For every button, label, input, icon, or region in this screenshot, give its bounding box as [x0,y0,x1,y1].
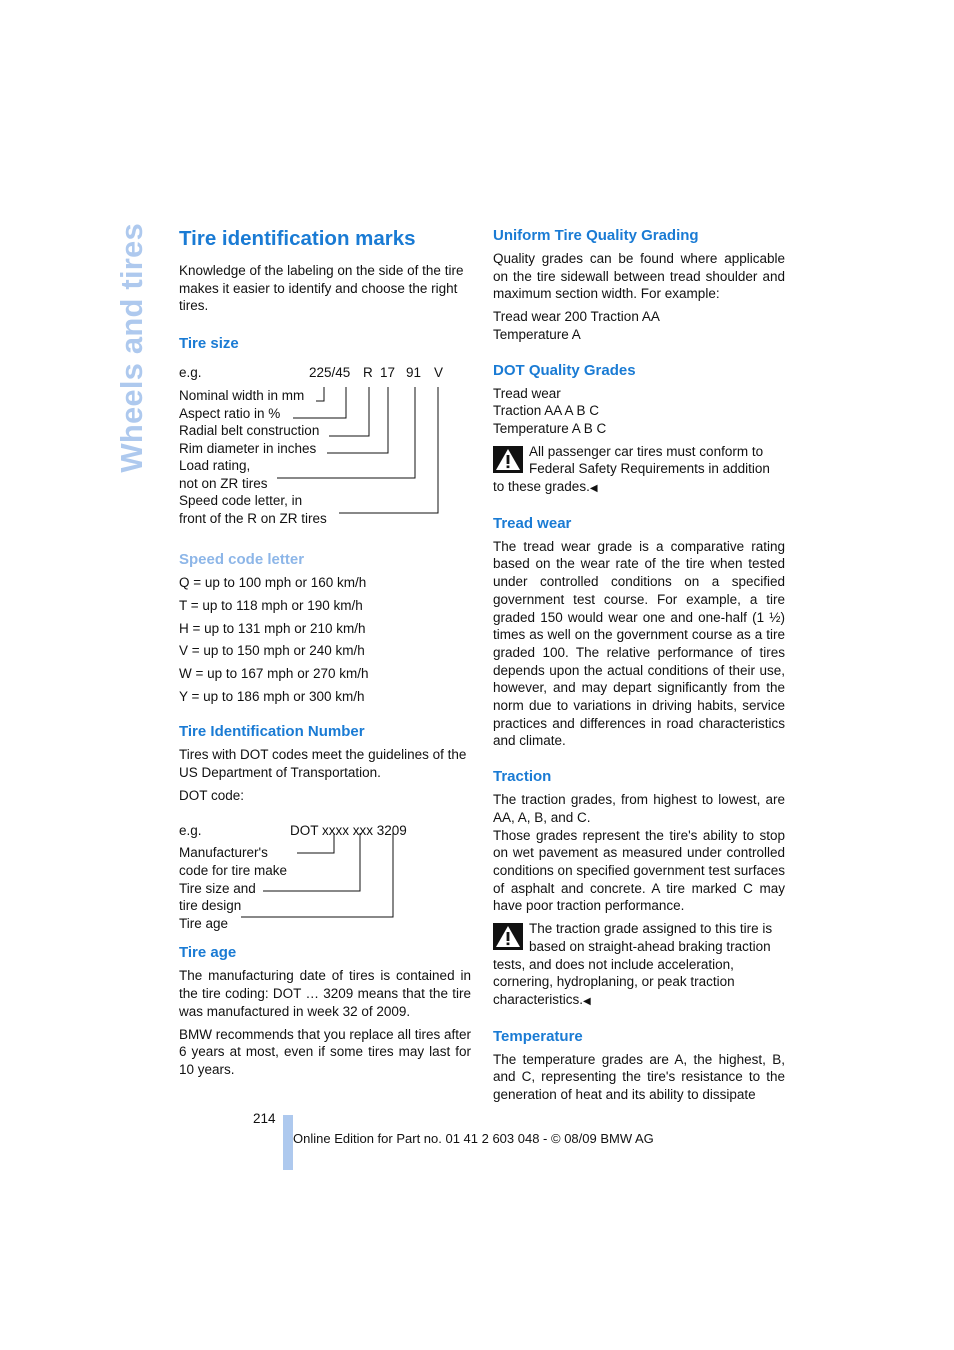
label-rim-diameter: Rim diameter in inches [179,441,317,457]
tire-age-text-2: BMW recommends that you replace all tires after 6 years at most, even if some tires may last for 10 years. [179,1026,471,1077]
label-nominal-width: Nominal width in mm [179,388,305,404]
warning-traction-line-1: The traction grade assigned to this tire is [529,921,773,937]
left-column [179,226,471,1084]
tire-size-diagram [179,358,471,526]
tire-size-heading: Tire size [179,335,239,353]
label-load-rating-2: not on ZR tires [179,476,268,492]
speed-code-heading: Speed code letter [179,551,305,569]
speed-code-q: Q = up to 100 mph or 160 km/h [179,575,367,591]
dot-code-diagram [179,809,471,937]
label-manufacturer: Manufacturer's [179,845,268,861]
tire-size-leader-lines [179,358,471,526]
warning-traction-line-2: based on straight-ahead braking traction [529,938,771,954]
dot-code-example: DOT xxxx xxx 3209 [290,823,407,839]
page-number: 214 [253,1111,276,1126]
speed-code-y: Y = up to 186 mph or 300 km/h [179,688,365,704]
warning-icon [493,923,523,950]
code-radial: R [363,365,373,381]
tin-heading: Tire Identification Number [179,723,365,741]
dot-code-leader-lines [179,809,471,937]
speed-code-v: V = up to 150 mph or 240 km/h [179,643,365,659]
label-aspect-ratio: Aspect ratio in % [179,406,281,422]
dot-grades-tread: Tread wear [493,385,561,401]
label-load-rating: Load rating, [179,458,251,474]
dot-grades-heading: DOT Quality Grades [493,361,636,379]
label-tire-age: Tire age [179,916,229,932]
label-tire-size-2: tire design [179,898,242,914]
warning-safety-line-2: Federal Safety Requirements in addition [529,461,770,477]
warning-icon [493,446,523,473]
code-rim: 17 [380,365,396,381]
tread-wear-heading: Tread wear [493,514,572,532]
traction-heading: Traction [493,768,552,786]
label-manufacturer-2: code for tire make [179,863,288,879]
warning-note-safety [493,443,785,498]
dot-code-label: DOT code: [179,787,245,803]
warning-safety-line-3: to these grades. [493,479,590,495]
code-width-ratio: 225/45 [309,365,351,381]
dot-grades-temperature: Temperature A B C [493,420,607,436]
utqg-text: Quality grades can be found where applicable on the tire sidewall between tread shoulder and maximum section width. For example: [493,251,785,302]
intro-text: Knowledge of the labeling on the side of the tire makes it easier to identify and choose the right tires. [179,263,464,314]
traction-text-2: Those grades represent the tire's ability to stop on wet pavement as measured under controlled conditions on specified government test surfaces of asphalt and concrete. A tire marked C may have poor traction performance. [493,827,785,914]
utqg-example-1: Tread wear 200 Traction AA [493,309,660,325]
label-radial: Radial belt construction [179,423,320,439]
label-speed-code: Speed code letter, in [179,493,303,509]
code-load: 91 [406,365,422,381]
footer-edition: Online Edition for Part no. 01 41 2 603 048 - © 08/09 BMW AG [293,1131,654,1146]
tire-age-heading: Tire age [179,944,237,962]
dot-grades-traction: Traction AA A B C [493,403,600,419]
utqg-example-2: Temperature A [493,326,581,342]
temperature-text: The temperature grades are A, the highest, B, and C, representing the tire's resistance to the generation of heat and its ability to dissipate [493,1051,785,1103]
label-tire-size: Tire size and [179,881,256,897]
warning-note-traction [493,920,785,1011]
code-speed: V [434,365,444,381]
right-column [493,226,785,1109]
temperature-heading: Temperature [493,1027,583,1045]
end-mark-icon: ◀ [583,995,591,1007]
page-title: Tire identification marks [179,227,416,250]
dot-eg: e.g. [179,823,202,839]
end-mark-icon: ◀ [589,483,598,495]
traction-text-1: The traction grades, from highest to lowest, are AA, A, B, and C. [493,792,785,825]
label-speed-code-2: front of the R on ZR tires [179,511,327,527]
footer-bar [283,1115,293,1170]
tire-age-text-1: The manufacturing date of tires is contained in the tire coding: DOT … 3209 means that the tire was manufactured in week 32 of 2009. [179,968,471,1019]
tire-size-eg: e.g. [179,365,202,381]
speed-code-h: H = up to 131 mph or 210 km/h [179,620,366,636]
warning-safety-line-1: All passenger car tires must conform to [529,443,764,459]
side-tab [112,223,152,473]
tin-text: Tires with DOT codes meet the guidelines of the US Department of Transportation. [179,747,467,781]
side-tab-label: Wheels and tires [114,223,150,473]
speed-code-w: W = up to 167 mph or 270 km/h [179,665,369,681]
speed-code-t: T = up to 118 mph or 190 km/h [179,597,363,613]
tread-wear-text: The tread wear grade is a comparative rating based on the wear rate of the tire when tested under controlled conditions on a specified government test course. For example, a tire graded 150 would wear one and one-half (1 ½) times as well on the government course as a tire graded 100. The relative performance of tires depends upon the actual conditions of their use, however, and may depart significantly from the norm due to variations in driving habits, service practices and differences in road characteristics and climate. [493,538,785,749]
utqg-heading: Uniform Tire Quality Grading [493,227,699,244]
warning-traction-line-3: tests, and does not include acceleration, cornering, hydroplaning, or peak traction characteristics. [493,956,735,1007]
